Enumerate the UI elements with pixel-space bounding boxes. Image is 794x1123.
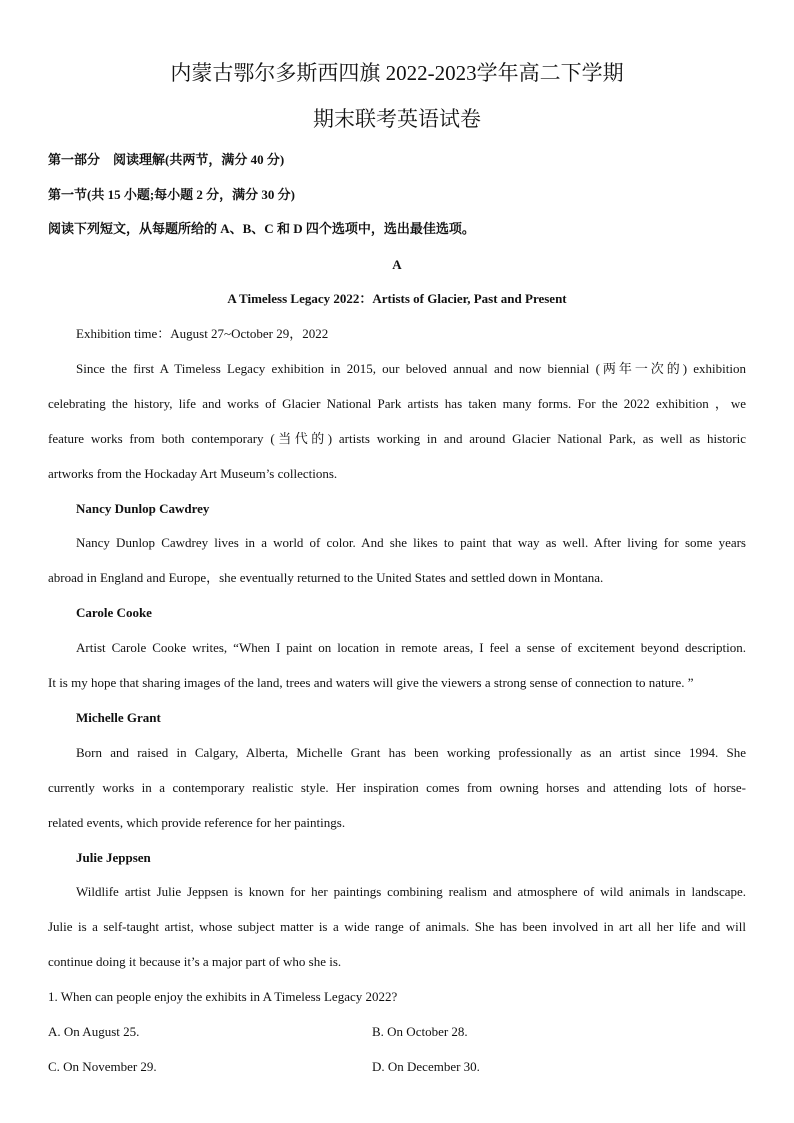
intro-line: artworks from the Hockaday Art Museum’s collections. — [48, 466, 338, 481]
artist-bio-line: Artist Carole Cooke writes, “When I paint on location in remote areas, I feel a sense of excitement beyond description. — [76, 640, 746, 655]
artist-bio-line: Wildlife artist Julie Jeppsen is known for her paintings combining realism and atmosphere of wild animals in landscape. — [76, 884, 746, 899]
exhibition-time: Exhibition time：August 27~October 29，2022 — [76, 326, 329, 341]
intro-line: Since the first A Timeless Legacy exhibition in 2015, our beloved annual and now biennial (两年一次的) exhibition — [76, 361, 746, 376]
artist-bio-line: currently works in a contemporary realistic style. Her inspiration comes from owning horses and attending lots of horse- — [48, 780, 746, 795]
part-heading: 第一部分 阅读理解(共两节，满分 40 分) — [48, 152, 285, 167]
option-d: D. On December 30. — [372, 1059, 480, 1074]
artist-bio-line: abroad in England and Europe，she eventually returned to the United States and settled down in Montana. — [48, 570, 604, 585]
artist-name: Michelle Grant — [76, 710, 161, 725]
artist-name: Carole Cooke — [76, 605, 152, 620]
artist-bio-line: Born and raised in Calgary, Alberta, Michelle Grant has been working professionally as an artist since 1994. She — [76, 745, 746, 760]
artist-bio-line: continue doing it because it’s a major part of who she is. — [48, 954, 342, 969]
artist-name: Julie Jeppsen — [76, 850, 151, 865]
artist-name: Nancy Dunlop Cawdrey — [76, 501, 210, 516]
option-a: A. On August 25. — [48, 1024, 140, 1039]
document-title-line2: 期末联考英语试卷 — [313, 107, 481, 131]
option-b: B. On October 28. — [372, 1024, 468, 1039]
intro-line: feature works from both contemporary (当代的) artists working in and around Glacier National Park, as well as historic — [48, 431, 746, 446]
document-title-line1: 内蒙古鄂尔多斯西四旗 2022-2023学年高二下学期 — [170, 61, 624, 85]
directions: 阅读下列短文，从每题所给的 A、B、C 和 D 四个选项中，选出最佳选项。 — [48, 221, 475, 236]
option-c: C. On November 29. — [48, 1059, 157, 1074]
artist-bio-line: Julie is a self-taught artist, whose subject matter is a wide range of animals. She has been involved in art all her life and will — [48, 919, 746, 934]
artist-bio-line: It is my hope that sharing images of the land, trees and waters will give the viewers a strong sense of connection to nature. ” — [48, 675, 694, 690]
artist-bio-line: Nancy Dunlop Cawdrey lives in a world of color. And she likes to paint that way as well. After living for some years — [76, 535, 746, 550]
passage-title: A Timeless Legacy 2022：Artists of Glacier, Past and Present — [227, 291, 567, 306]
passage-letter: A — [392, 257, 402, 272]
artist-bio-line: related events, which provide reference for her paintings. — [48, 815, 346, 830]
section-heading: 第一节(共 15 小题;每小题 2 分，满分 30 分) — [48, 187, 295, 202]
intro-line: celebrating the history, life and works of Glacier National Park artists has taken many forms. For the 2022 exhibition ，we — [48, 396, 746, 411]
question-stem: 1. When can people enjoy the exhibits in A Timeless Legacy 2022? — [48, 989, 398, 1004]
